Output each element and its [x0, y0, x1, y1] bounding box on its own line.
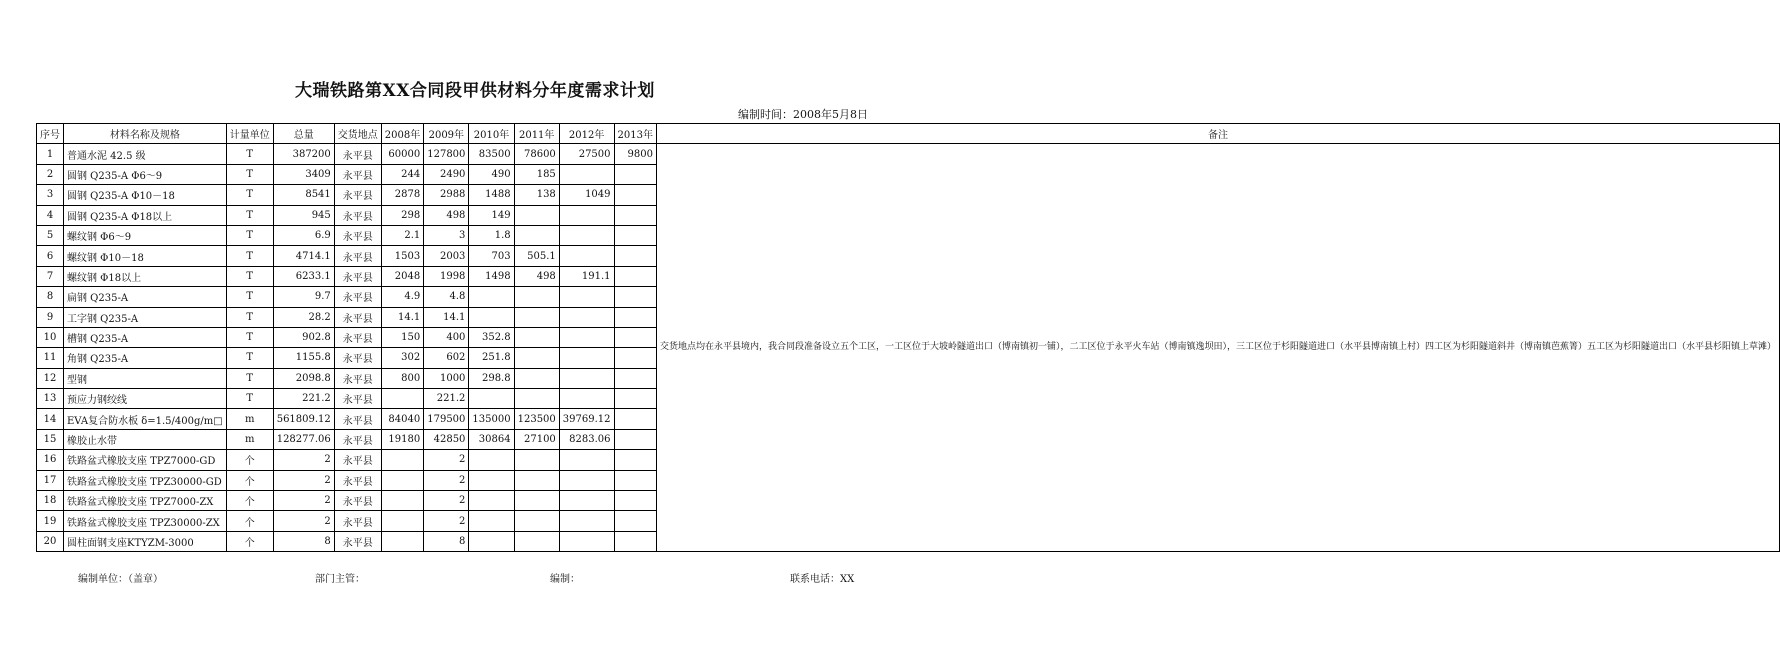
table-cell: 4714.1	[273, 246, 334, 266]
table-cell: 19	[37, 511, 64, 531]
table-cell	[514, 307, 559, 327]
table-cell: 2	[273, 470, 334, 490]
table-cell: 铁路盆式橡胶支座 TPZ30000-ZX	[64, 511, 227, 531]
header-cell: 2008年	[381, 124, 423, 144]
table-cell	[381, 450, 423, 470]
table-cell: 27500	[559, 144, 614, 164]
table-cell	[469, 470, 514, 490]
table-cell: 2	[273, 450, 334, 470]
table-cell: EVA复合防水板 δ=1.5/400g/m□	[64, 409, 227, 429]
table-cell: 505.1	[514, 246, 559, 266]
header-cell: 序号	[37, 124, 64, 144]
header-cell: 计量单位	[226, 124, 273, 144]
table-cell: 永平县	[334, 185, 381, 205]
table-cell: 4	[37, 205, 64, 225]
table-cell	[559, 348, 614, 368]
table-cell: 圆钢 Q235-A Φ18以上	[64, 205, 227, 225]
table-cell: 永平县	[334, 389, 381, 409]
table-cell: 永平县	[334, 327, 381, 347]
table-cell: 个	[226, 491, 273, 511]
table-cell	[381, 511, 423, 531]
table-cell: 1.8	[469, 225, 514, 245]
table-row	[37, 144, 1780, 164]
header-cell: 2013年	[614, 124, 656, 144]
table-cell	[614, 450, 656, 470]
table-cell: T	[226, 144, 273, 164]
table-cell: 498	[514, 266, 559, 286]
table-cell: T	[226, 368, 273, 388]
table-cell: T	[226, 327, 273, 347]
table-cell: 永平县	[334, 491, 381, 511]
table-cell: 个	[226, 511, 273, 531]
table-cell: 螺纹钢 Φ10－18	[64, 246, 227, 266]
demand-plan-table	[36, 123, 1780, 552]
table-cell: 2003	[424, 246, 469, 266]
table-cell: T	[226, 389, 273, 409]
table-cell: 191.1	[559, 266, 614, 286]
table-cell: T	[226, 266, 273, 286]
table-cell: 永平县	[334, 307, 381, 327]
table-cell: 16	[37, 450, 64, 470]
table-cell: 1488	[469, 185, 514, 205]
table-cell: 28.2	[273, 307, 334, 327]
table-cell: 螺纹钢 Φ6～9	[64, 225, 227, 245]
table-cell: 3	[424, 225, 469, 245]
header-cell: 交货地点	[334, 124, 381, 144]
table-cell: 8	[273, 531, 334, 551]
table-cell: 221.2	[273, 389, 334, 409]
table-cell: 2490	[424, 164, 469, 184]
table-cell: 9800	[614, 144, 656, 164]
table-cell: 12	[37, 368, 64, 388]
header-cell: 总量	[273, 124, 334, 144]
table-cell	[559, 307, 614, 327]
table-cell: 902.8	[273, 327, 334, 347]
table-cell	[514, 389, 559, 409]
table-cell: 铁路盆式橡胶支座 TPZ7000-ZX	[64, 491, 227, 511]
table-cell	[381, 531, 423, 551]
table-cell: 2988	[424, 185, 469, 205]
table-cell	[559, 287, 614, 307]
table-cell: 387200	[273, 144, 334, 164]
table-cell: 橡胶止水带	[64, 429, 227, 449]
table-cell: 永平县	[334, 531, 381, 551]
table-cell: 永平县	[334, 287, 381, 307]
table-cell: 27100	[514, 429, 559, 449]
table-cell: 128277.06	[273, 429, 334, 449]
page-title: 大瑞铁路第XX合同段甲供材料分年度需求计划	[295, 81, 655, 101]
table-cell	[614, 511, 656, 531]
table-cell: 138	[514, 185, 559, 205]
table-cell: 2048	[381, 266, 423, 286]
table-cell: 圆钢 Q235-A Φ6～9	[64, 164, 227, 184]
table-body	[37, 144, 1780, 552]
table-cell: 561809.12	[273, 409, 334, 429]
table-cell	[614, 348, 656, 368]
table-cell: 3	[37, 185, 64, 205]
table-cell: 602	[424, 348, 469, 368]
table-cell: T	[226, 307, 273, 327]
table-cell: 244	[381, 164, 423, 184]
table-cell: 2	[424, 511, 469, 531]
table-cell	[614, 409, 656, 429]
table-cell: 圆钢 Q235-A Φ10－18	[64, 185, 227, 205]
header-cell: 备注	[656, 124, 1779, 144]
table-cell: 14	[37, 409, 64, 429]
table-cell: 1498	[469, 266, 514, 286]
table-cell	[469, 287, 514, 307]
table-cell: 扁钢 Q235-A	[64, 287, 227, 307]
header-row	[37, 124, 1780, 144]
table-cell	[514, 511, 559, 531]
table-cell: 221.2	[424, 389, 469, 409]
table-cell	[469, 389, 514, 409]
table-cell: 60000	[381, 144, 423, 164]
table-cell: 7	[37, 266, 64, 286]
table-cell: 2	[273, 511, 334, 531]
table-cell: T	[226, 246, 273, 266]
footer-maker: 编制：	[550, 574, 580, 585]
table-cell: 个	[226, 531, 273, 551]
table-cell	[514, 491, 559, 511]
table-cell: 19180	[381, 429, 423, 449]
table-cell	[614, 327, 656, 347]
table-cell: 498	[424, 205, 469, 225]
table-cell: 永平县	[334, 225, 381, 245]
table-cell: 1155.8	[273, 348, 334, 368]
table-cell: 150	[381, 327, 423, 347]
table-cell: 800	[381, 368, 423, 388]
table-cell	[614, 225, 656, 245]
table-cell	[614, 429, 656, 449]
table-cell: 251.8	[469, 348, 514, 368]
table-cell: 预应力钢绞线	[64, 389, 227, 409]
table-cell: 永平县	[334, 429, 381, 449]
table-cell: 永平县	[334, 246, 381, 266]
table-cell	[614, 491, 656, 511]
table-cell: T	[226, 164, 273, 184]
compile-date: 编制时间：2008年5月8日	[738, 108, 868, 121]
table-cell: 圆柱面钢支座KTYZM-3000	[64, 531, 227, 551]
table-cell: 20	[37, 531, 64, 551]
table-cell: 9	[37, 307, 64, 327]
table-cell: 30864	[469, 429, 514, 449]
table-cell	[469, 450, 514, 470]
table-cell: 个	[226, 470, 273, 490]
table-cell	[559, 389, 614, 409]
table-cell: 螺纹钢 Φ18以上	[64, 266, 227, 286]
table-cell: 1049	[559, 185, 614, 205]
table-cell	[614, 185, 656, 205]
table-cell	[514, 531, 559, 551]
table-cell: 135000	[469, 409, 514, 429]
table-cell	[381, 470, 423, 490]
table-cell: 8541	[273, 185, 334, 205]
table-cell: 6.9	[273, 225, 334, 245]
table-cell: 2.1	[381, 225, 423, 245]
table-cell: 2	[424, 491, 469, 511]
table-cell: 127800	[424, 144, 469, 164]
table-cell: 6233.1	[273, 266, 334, 286]
table-cell	[559, 164, 614, 184]
table-cell	[614, 205, 656, 225]
table-cell: 9.7	[273, 287, 334, 307]
table-cell: 2	[424, 450, 469, 470]
table-cell	[514, 225, 559, 245]
table-cell	[559, 327, 614, 347]
table-cell	[381, 389, 423, 409]
table-cell: 13	[37, 389, 64, 409]
table-cell: 2	[273, 491, 334, 511]
table-cell	[614, 246, 656, 266]
table-cell	[469, 531, 514, 551]
table-cell: 2878	[381, 185, 423, 205]
table-cell	[614, 164, 656, 184]
table-cell: 永平县	[334, 205, 381, 225]
table-cell	[514, 205, 559, 225]
table-cell	[559, 470, 614, 490]
table-cell: 2	[424, 470, 469, 490]
table-cell: 39769.12	[559, 409, 614, 429]
header-cell: 2011年	[514, 124, 559, 144]
table-cell: 6	[37, 246, 64, 266]
table-cell: 永平县	[334, 266, 381, 286]
table-cell: 4.9	[381, 287, 423, 307]
table-cell	[559, 225, 614, 245]
table-cell: 铁路盆式橡胶支座 TPZ30000-GD	[64, 470, 227, 490]
table-cell: T	[226, 225, 273, 245]
table-cell: 149	[469, 205, 514, 225]
table-cell	[559, 450, 614, 470]
table-cell: 3409	[273, 164, 334, 184]
table-cell	[614, 470, 656, 490]
table-cell: 个	[226, 450, 273, 470]
table-cell: 5	[37, 225, 64, 245]
table-cell: 永平县	[334, 348, 381, 368]
table-cell	[614, 287, 656, 307]
table-cell: m	[226, 409, 273, 429]
table-cell: 1503	[381, 246, 423, 266]
table-cell: 78600	[514, 144, 559, 164]
table-cell: 15	[37, 429, 64, 449]
table-cell	[514, 327, 559, 347]
footer-phone: 联系电话：XX	[790, 574, 855, 585]
table-cell: 14.1	[381, 307, 423, 327]
table-cell: 永平县	[334, 368, 381, 388]
table-cell: 352.8	[469, 327, 514, 347]
table-cell: m	[226, 429, 273, 449]
table-cell: 铁路盆式橡胶支座 TPZ7000-GD	[64, 450, 227, 470]
table-cell: 槽钢 Q235-A	[64, 327, 227, 347]
table-cell: 179500	[424, 409, 469, 429]
table-cell: 永平县	[334, 511, 381, 531]
table-cell: 298	[381, 205, 423, 225]
table-cell: 8	[37, 287, 64, 307]
table-cell: 10	[37, 327, 64, 347]
table-cell	[559, 491, 614, 511]
table-cell: 8283.06	[559, 429, 614, 449]
table-cell	[514, 287, 559, 307]
table-cell: 703	[469, 246, 514, 266]
table-cell: 17	[37, 470, 64, 490]
footer-dept: 部门主管：	[315, 574, 365, 585]
table-cell	[614, 307, 656, 327]
table-cell: T	[226, 205, 273, 225]
table-cell	[559, 531, 614, 551]
table-cell: 18	[37, 491, 64, 511]
table-cell: 永平县	[334, 450, 381, 470]
remark-cell: 交货地点均在永平县境内，我合同段准备设立五个工区，一工区位于大坡岭隧道出口（博南镇初一铺），二工区位于永平火车站（博南镇逸坝田），三工区位于杉阳隧道进口（水平县博南镇上村）四工区为杉阳隧道斜井（博南镇芭蕉箐）五工区为杉阳隧道出口（水平县杉阳镇上草滩）	[656, 144, 1779, 552]
table-cell: 123500	[514, 409, 559, 429]
table-cell: 1	[37, 144, 64, 164]
table-cell: 角钢 Q235-A	[64, 348, 227, 368]
table-cell	[469, 491, 514, 511]
table-cell: 4.8	[424, 287, 469, 307]
table-cell: 工字钢 Q235-A	[64, 307, 227, 327]
table-cell: 83500	[469, 144, 514, 164]
table-cell: T	[226, 185, 273, 205]
table-cell	[614, 389, 656, 409]
table-cell	[514, 348, 559, 368]
table-cell: 永平县	[334, 144, 381, 164]
table-cell: 302	[381, 348, 423, 368]
table-cell: 2098.8	[273, 368, 334, 388]
table-cell	[469, 511, 514, 531]
table-cell: 185	[514, 164, 559, 184]
table-cell	[514, 470, 559, 490]
table-cell: 14.1	[424, 307, 469, 327]
table-cell: 11	[37, 348, 64, 368]
table-cell: 298.8	[469, 368, 514, 388]
table-cell: 400	[424, 327, 469, 347]
table-cell: 永平县	[334, 470, 381, 490]
header-cell: 2009年	[424, 124, 469, 144]
table-cell: 1998	[424, 266, 469, 286]
table-cell: 型钢	[64, 368, 227, 388]
table-cell: T	[226, 348, 273, 368]
table-cell	[514, 450, 559, 470]
table-cell: 普通水泥 42.5 级	[64, 144, 227, 164]
header-cell: 2012年	[559, 124, 614, 144]
table-cell: 2	[37, 164, 64, 184]
table-cell	[381, 491, 423, 511]
footer-unit: 编制单位：（盖章）	[78, 574, 163, 585]
table-cell	[559, 511, 614, 531]
table-cell	[559, 368, 614, 388]
table-cell: 永平县	[334, 164, 381, 184]
table-cell	[614, 266, 656, 286]
table-cell: 945	[273, 205, 334, 225]
table-cell: 490	[469, 164, 514, 184]
table-cell	[559, 205, 614, 225]
table-cell	[469, 307, 514, 327]
table-cell	[614, 368, 656, 388]
table-cell: 1000	[424, 368, 469, 388]
table-cell	[514, 368, 559, 388]
table-cell: 42850	[424, 429, 469, 449]
table-cell	[559, 246, 614, 266]
table-cell: 84040	[381, 409, 423, 429]
table-cell	[614, 531, 656, 551]
table-cell: 8	[424, 531, 469, 551]
header-cell: 2010年	[469, 124, 514, 144]
table-cell: 永平县	[334, 409, 381, 429]
table-cell: T	[226, 287, 273, 307]
header-cell: 材料名称及规格	[64, 124, 227, 144]
